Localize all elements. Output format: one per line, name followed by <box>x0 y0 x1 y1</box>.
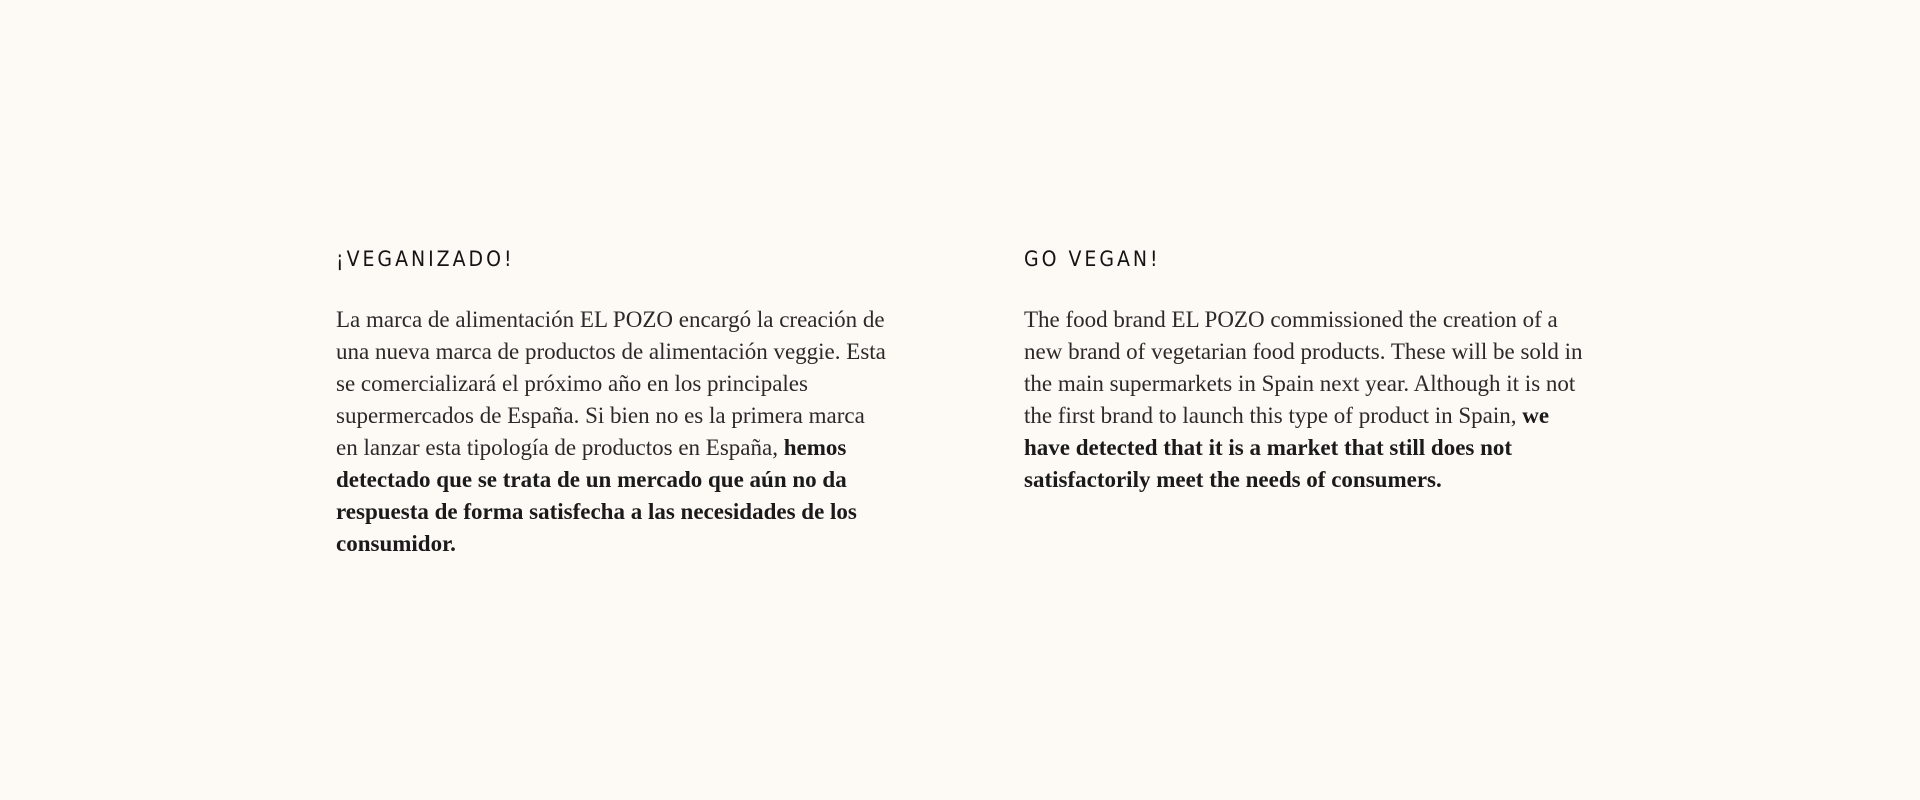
spanish-paragraph-regular: La marca de alimentación EL POZO encargó la creación de una nueva marca de productos de alimentación veggie. Esta se comercializará el próximo año en los principales supermercados de España. Si bien no es la primera marca en lanzar esta tipología de productos en España, <box>336 307 886 460</box>
english-paragraph-bold: we have detected that it is a market that still does not satisfactorily meet the needs of consumers. <box>1024 403 1550 492</box>
spanish-heading: ¡VEGANIZADO! <box>336 247 515 271</box>
spanish-paragraph <box>336 304 886 560</box>
english-paragraph <box>1024 304 1594 496</box>
english-text-column <box>1024 246 1594 496</box>
english-heading: GO VEGAN! <box>1024 247 1161 271</box>
english-paragraph-regular: The food brand EL POZO commissioned the creation of a new brand of vegetarian food products. These will be sold in the main supermarkets in Spain next year. Although it is not the first brand to launch this type of product in Spain, <box>1024 307 1583 428</box>
spanish-text-column <box>336 246 886 560</box>
spanish-paragraph-bold: hemos detectado que se trata de un mercado que aún no da respuesta de forma satisfecha a las necesidades de los consumidor. <box>336 435 857 556</box>
